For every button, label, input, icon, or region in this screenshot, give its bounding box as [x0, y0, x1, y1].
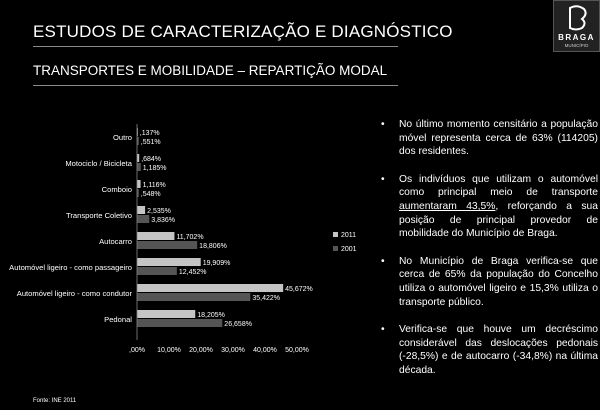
subtitle-divider	[33, 85, 398, 86]
category-label: Motociclo / Bicicleta	[65, 159, 132, 168]
title-divider	[33, 46, 398, 47]
source-note: Fonte: INE 2011	[33, 398, 77, 404]
bar-2011	[137, 284, 283, 292]
bar-2001	[137, 293, 250, 301]
data-label: 26,658%	[224, 321, 252, 328]
x-tick-label: ,00%	[129, 347, 145, 354]
page-title: ESTUDOS DE CARACTERIZAÇÃO E DIAGNÓSTICO	[33, 22, 453, 41]
legend-swatch	[333, 232, 338, 237]
x-tick-label: 40,00%	[253, 347, 277, 354]
logo-wordmark: BRAGA	[558, 33, 595, 42]
page-subtitle: TRANSPORTES E MOBILIDADE – REPARTIÇÃO MODAL	[33, 63, 388, 78]
data-label: 3,836%	[151, 217, 176, 224]
category-label: Outro	[113, 133, 132, 142]
highlight-text: aumentaram 43,5%	[399, 200, 496, 212]
data-label: 2,535%	[147, 208, 171, 215]
category-label: Transporte Coletivo	[66, 211, 132, 220]
data-label: 11,702%	[176, 234, 204, 241]
bar-2011	[137, 180, 141, 188]
data-label: ,137%	[139, 130, 160, 137]
bar-2001	[137, 319, 222, 327]
x-tick-label: 10,00%	[157, 347, 181, 354]
data-label: ,684%	[141, 156, 162, 163]
data-label: 45,672%	[285, 286, 313, 293]
data-label: 12,452%	[178, 269, 207, 276]
x-tick-label: 30,00%	[221, 347, 245, 354]
data-label: 19,909%	[202, 260, 231, 267]
logo-subtitle: MUNICÍPIO	[564, 43, 589, 48]
data-label: 18,205%	[197, 312, 225, 319]
bar-2001	[137, 163, 141, 171]
category-label: Pedonal	[104, 315, 132, 324]
bar-2001	[137, 215, 149, 223]
finding-item: • No último momento censitário a população móvel representa cerca de 63% (114205) dos residentes.	[381, 118, 598, 159]
category-label: Automóvel ligeiro - como passageiro	[9, 263, 132, 272]
category-label: Comboio	[101, 185, 132, 194]
findings-list	[381, 118, 598, 392]
finding-item: • Verifica-se que houve um decréscimo considerável das deslocações pedonais (-28,5%) e de autocarro (-34,8%) na última década.	[381, 323, 598, 377]
finding-item: • No Município de Braga verifica-se que cerca de 65% da população do Concelho utiliza o automóvel ligeiro e 15,3% utiliza o transporte público.	[381, 255, 598, 309]
bar-2011	[137, 206, 145, 214]
bar-2011	[137, 258, 201, 266]
category-label: Autocarro	[99, 237, 132, 246]
x-tick-label: 20,00%	[189, 347, 213, 354]
bar-2011	[137, 310, 195, 318]
data-label: 18,806%	[199, 243, 227, 250]
braga-logo	[553, 0, 600, 52]
legend-label: 2001	[341, 246, 357, 253]
x-tick-label: 50,00%	[285, 347, 309, 354]
data-label: 1,185%	[142, 165, 167, 172]
data-label: ,551%	[140, 139, 161, 146]
logo-emblem-icon	[554, 1, 600, 33]
legend-swatch	[333, 246, 338, 251]
data-label: 1,116%	[142, 182, 166, 189]
data-label: 35,422%	[252, 295, 280, 302]
bar-2001	[137, 267, 177, 275]
category-label: Automóvel ligeiro - como condutor	[16, 289, 132, 298]
finding-item: • Os indivíduos que utilizam o automóvel como principal meio de transporte aumentaram 43,5%, reforçando a sua posição de principal provedor de mobilidade do Município de Braga.	[381, 173, 598, 241]
data-label: ,548%	[140, 191, 161, 198]
bar-2001	[137, 241, 197, 249]
legend-label: 2011	[341, 232, 357, 239]
modal-split-chart	[0, 118, 380, 368]
bar-2011	[137, 232, 174, 240]
